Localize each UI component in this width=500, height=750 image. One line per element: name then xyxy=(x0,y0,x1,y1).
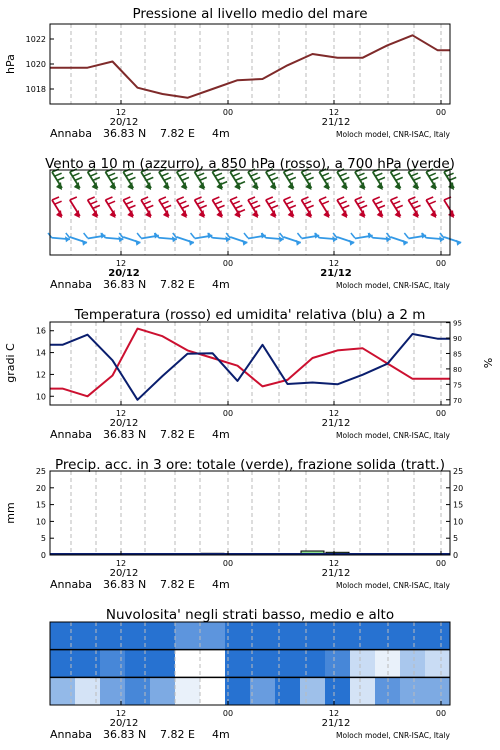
wind-barb-feather xyxy=(355,197,362,200)
wind-barb-head xyxy=(296,240,301,246)
wind-barb-feather xyxy=(197,201,204,204)
wind-barb-head xyxy=(242,240,247,246)
model-credit: Moloch model, CNR-ISAC, Italy xyxy=(336,130,450,139)
cloud-cell xyxy=(100,650,126,678)
location-lon: 7.82 E xyxy=(160,428,195,441)
cloud-cell xyxy=(425,622,451,650)
wind-barb-feather xyxy=(72,173,79,176)
panel-title: Temperatura (rosso) ed umidita' relativa (blu) a 2 m xyxy=(74,307,426,323)
wind-barb-1 xyxy=(355,197,367,218)
y-tick-label-right: 15 xyxy=(453,500,464,510)
cloud-cell xyxy=(50,622,76,650)
location-lon: 7.82 E xyxy=(160,278,195,291)
cloud-cell xyxy=(125,622,151,650)
y-tick-label: 14 xyxy=(35,348,46,358)
panel-title: Nuvolosita' negli strati basso, medio e alto xyxy=(105,607,395,623)
wind-barb-feather xyxy=(289,205,296,208)
wind-barb-head xyxy=(82,240,87,246)
wind-barb-1 xyxy=(52,197,62,218)
wind-barb-0 xyxy=(248,169,260,190)
wind-barb-feather xyxy=(126,201,133,204)
location-name: Annaba xyxy=(50,127,92,140)
cloud-cell xyxy=(250,677,276,705)
cloud-cell xyxy=(350,677,376,705)
y-tick-label: 0 xyxy=(40,551,46,560)
x-tick-label: 12 xyxy=(115,409,127,418)
cloud-cell xyxy=(50,650,76,678)
wind-barb-1 xyxy=(337,197,349,218)
wind-barb-feather xyxy=(342,177,349,180)
wind-barb-feather xyxy=(340,201,347,204)
wind-barb-feather xyxy=(253,177,260,180)
wind-barb-head xyxy=(189,240,194,246)
wind-barb-feather xyxy=(396,205,403,208)
wind-barb-1 xyxy=(266,197,278,218)
wind-barb-feather xyxy=(429,173,436,176)
location-lat: 36.83 N xyxy=(103,127,147,140)
x-date-label: 20/12 xyxy=(109,418,139,429)
wind-barb-feather xyxy=(90,173,97,176)
wind-barb-feather xyxy=(230,197,237,200)
wind-barb-feather xyxy=(162,173,169,176)
wind-barb-feather xyxy=(340,173,347,176)
pressure-series-line xyxy=(50,35,450,98)
wind-barb-feather xyxy=(235,177,242,180)
wind-barb-feather xyxy=(301,197,308,200)
wind-barb-feather xyxy=(111,177,118,180)
x-tick-label: 12 xyxy=(115,559,127,568)
cloud-cell xyxy=(225,622,251,650)
location-lon: 7.82 E xyxy=(160,578,195,591)
wind-barb-0 xyxy=(284,169,296,190)
wind-barb-feather xyxy=(108,173,115,176)
y-tick-label-right: 75 xyxy=(453,381,462,390)
wind-barb-feather xyxy=(233,201,240,204)
cloud-cell xyxy=(75,650,101,678)
y-tick-label-right: 95 xyxy=(453,319,462,328)
wind-barb-feather xyxy=(284,197,291,200)
wind-barb-feather xyxy=(297,233,301,238)
wind-barb-1 xyxy=(123,197,135,218)
location-lon: 7.82 E xyxy=(160,728,195,741)
wind-barb-feather xyxy=(215,173,222,176)
wind-barb-feather xyxy=(426,197,433,200)
cloud-cell xyxy=(300,622,326,650)
cloud-cell xyxy=(350,650,376,678)
cloud-cell xyxy=(50,677,76,705)
wind-barb-1 xyxy=(444,197,454,218)
cloud-cell xyxy=(300,650,326,678)
wind-barb-feather xyxy=(324,177,331,180)
wind-barb-feather xyxy=(55,173,62,176)
wind-barb-0 xyxy=(105,169,117,190)
x-tick-label: 12 xyxy=(115,709,127,718)
location-lat: 36.83 N xyxy=(103,728,147,741)
x-date-label: 20/12 xyxy=(108,268,140,279)
wind-barb-feather xyxy=(159,197,166,200)
wind-barb-0 xyxy=(230,169,245,190)
wind-barb-feather xyxy=(393,201,400,204)
y-axis-label: hPa xyxy=(4,54,17,74)
cloud-cell xyxy=(175,622,201,650)
wind-barb-1 xyxy=(319,197,329,218)
wind-barb-1 xyxy=(177,197,189,218)
wind-barb-feather xyxy=(429,201,436,204)
wind-barb-feather xyxy=(266,197,273,200)
wind-barb-0 xyxy=(177,169,189,190)
location-lat: 36.83 N xyxy=(103,428,147,441)
wind-barb-feather xyxy=(322,201,329,204)
wind-barb-feather xyxy=(215,201,222,204)
x-tick-label: 12 xyxy=(328,559,340,568)
y-tick-label-right: 85 xyxy=(453,350,462,359)
wind-barb-feather xyxy=(146,205,153,208)
x-tick-label: 00 xyxy=(435,709,447,718)
wind-barb-feather xyxy=(57,177,64,180)
y-tick-label-right: 10 xyxy=(453,517,464,527)
y-tick-label: 1018 xyxy=(25,85,46,94)
wind-barb-0 xyxy=(373,169,385,190)
wind-barb-0 xyxy=(301,169,313,190)
cloud-cell xyxy=(425,650,451,678)
wind-barb-1 xyxy=(284,197,296,218)
location-name: Annaba xyxy=(50,278,92,291)
wind-barb-feather xyxy=(179,173,186,176)
wind-barb-feather xyxy=(200,177,207,180)
y-axis-label: mm xyxy=(4,502,17,524)
x-date-label: 21/12 xyxy=(320,268,352,279)
wind-barb-feather xyxy=(128,205,135,208)
wind-barb-feather xyxy=(137,233,141,238)
x-date-label: 20/12 xyxy=(109,117,139,128)
wind-barb-1 xyxy=(141,197,153,218)
wind-barb-feather xyxy=(358,173,365,176)
x-tick-label: 12 xyxy=(328,259,340,268)
wind-barb-feather xyxy=(373,197,380,200)
y-tick-label: 10 xyxy=(35,517,46,527)
wind-barb-feather xyxy=(179,201,186,204)
wind-barb-feather xyxy=(268,173,275,176)
location-elev: 4m xyxy=(212,728,230,741)
cloud-cell xyxy=(75,622,101,650)
x-tick-label: 12 xyxy=(115,108,127,117)
wind-barb-feather xyxy=(128,177,135,180)
wind-barb-feather xyxy=(391,197,398,200)
wind-barb-feather xyxy=(197,173,204,176)
wind-barb-0 xyxy=(337,169,349,190)
cloud-cell xyxy=(250,622,276,650)
wind-barb-feather xyxy=(55,201,62,204)
wind-barb-feather xyxy=(342,205,349,208)
wind-barb-feather xyxy=(307,205,314,208)
location-lat: 36.83 N xyxy=(103,278,147,291)
y-tick-label: 20 xyxy=(35,483,46,493)
panel-title: Vento a 10 m (azzurro), a 850 hPa (rosso), a 700 hPa (verde) xyxy=(45,156,455,172)
x-date-label: 21/12 xyxy=(321,568,351,579)
location-elev: 4m xyxy=(212,127,230,140)
wind-barb-feather xyxy=(337,197,344,200)
wind-barb-0 xyxy=(212,169,227,190)
wind-barb-0 xyxy=(319,169,331,190)
wind-barb-feather xyxy=(200,205,207,208)
wind-barb-feather xyxy=(52,197,59,200)
wind-barb-1 xyxy=(373,197,385,218)
wind-barb-feather xyxy=(289,177,296,180)
wind-barb-head xyxy=(349,240,354,246)
wind-barb-1 xyxy=(195,197,207,218)
y-tick-label-right: 90 xyxy=(453,335,462,344)
wind-barb-0 xyxy=(159,169,171,190)
x-date-label: 20/12 xyxy=(109,568,139,579)
x-tick-label: 12 xyxy=(115,259,127,268)
x-tick-label: 00 xyxy=(435,559,447,568)
wind-barb-feather xyxy=(191,233,195,238)
y-axis-label: gradi C xyxy=(4,343,17,383)
x-date-label: 20/12 xyxy=(109,718,139,729)
wind-barb-feather xyxy=(108,201,115,204)
cloud-cell xyxy=(150,677,176,705)
cloud-cell xyxy=(200,622,226,650)
wind-barb-feather xyxy=(123,197,130,200)
wind-barb-feather xyxy=(90,201,97,204)
y-tick-label: 1020 xyxy=(25,60,46,69)
wind-barb-feather xyxy=(218,205,225,208)
wind-barb-1 xyxy=(159,197,171,218)
model-credit: Moloch model, CNR-ISAC, Italy xyxy=(336,731,450,740)
wind-barb-feather xyxy=(253,205,260,208)
wind-barb-feather xyxy=(268,201,275,204)
wind-barb-1 xyxy=(230,197,245,218)
cloud-cell xyxy=(425,677,451,705)
wind-barb-feather xyxy=(319,197,326,200)
wind-barb-1 xyxy=(301,197,313,218)
y-tick-label: 15 xyxy=(35,500,46,510)
cloud-cell xyxy=(225,677,251,705)
wind-barb-feather xyxy=(182,205,189,208)
y-axis-label-right: % xyxy=(482,357,495,369)
x-tick-label: 00 xyxy=(435,409,447,418)
model-credit: Moloch model, CNR-ISAC, Italy xyxy=(336,581,450,590)
y-tick-label-right: 25 xyxy=(453,467,464,476)
wind-barb-feather xyxy=(378,177,385,180)
wind-barb-1 xyxy=(212,197,224,218)
y-tick-label-right: 5 xyxy=(453,534,459,544)
wind-barb-0 xyxy=(426,169,438,190)
x-tick-label: 00 xyxy=(222,108,234,117)
wind-barb-feather xyxy=(414,177,421,180)
y-tick-label-right: 70 xyxy=(453,396,462,405)
location-name: Annaba xyxy=(50,428,92,441)
location-lon: 7.82 E xyxy=(160,127,195,140)
wind-barb-feather xyxy=(235,205,242,208)
cloud-cell xyxy=(300,677,326,705)
cloud-cell xyxy=(250,650,276,678)
wind-barb-1 xyxy=(248,197,260,218)
x-tick-label: 12 xyxy=(328,108,340,117)
wind-barb-feather xyxy=(88,197,95,200)
x-tick-label: 12 xyxy=(328,709,340,718)
wind-barb-head xyxy=(456,240,461,246)
cloud-cell xyxy=(125,677,151,705)
location-lat: 36.83 N xyxy=(103,578,147,591)
wind-barb-feather xyxy=(177,197,184,200)
x-tick-label: 00 xyxy=(222,259,234,268)
y-tick-label: 1022 xyxy=(25,35,46,44)
wind-barb-feather xyxy=(404,233,408,238)
wind-barb-feather xyxy=(304,173,311,176)
wind-barb-head xyxy=(135,240,140,246)
cloud-cell xyxy=(325,650,351,678)
x-tick-label: 12 xyxy=(328,409,340,418)
wind-barb-0 xyxy=(391,169,403,190)
wind-barb-0 xyxy=(70,169,82,190)
cloud-cell xyxy=(400,677,426,705)
wind-barb-feather xyxy=(286,201,293,204)
y-tick-label: 10 xyxy=(35,392,46,402)
cloud-cell xyxy=(150,622,176,650)
wind-barb-0 xyxy=(123,169,135,190)
cloud-cell xyxy=(325,677,351,705)
humidity-series-line xyxy=(50,334,450,400)
cloud-cell xyxy=(200,650,226,678)
panel-title: Precip. acc. in 3 ore: totale (verde), frazione solida (tratt.) xyxy=(55,457,445,473)
wind-barb-feather xyxy=(322,173,329,176)
wind-barb-feather xyxy=(146,177,153,180)
wind-barb-feather xyxy=(360,177,367,180)
y-tick-label: 25 xyxy=(35,467,46,476)
wind-barb-feather xyxy=(304,201,311,204)
cloud-cell xyxy=(175,650,201,678)
location-elev: 4m xyxy=(212,578,230,591)
panel-title: Pressione al livello medio del mare xyxy=(132,6,368,22)
cloud-cell xyxy=(225,650,251,678)
cloud-cell xyxy=(200,677,226,705)
wind-barb-feather xyxy=(351,233,355,238)
x-tick-label: 00 xyxy=(435,259,447,268)
location-elev: 4m xyxy=(212,278,230,291)
plot-frame xyxy=(50,170,450,255)
cloud-cell xyxy=(150,650,176,678)
y-tick-label: 5 xyxy=(40,534,46,544)
cloud-cell xyxy=(125,650,151,678)
x-date-label: 21/12 xyxy=(321,718,351,729)
x-tick-label: 00 xyxy=(435,108,447,117)
cloud-cell xyxy=(75,677,101,705)
wind-barb-feather xyxy=(105,197,112,200)
y-tick-label: 16 xyxy=(35,326,46,336)
wind-barb-feather xyxy=(126,173,133,176)
cloud-cell xyxy=(100,622,126,650)
wind-barb-feather xyxy=(375,201,382,204)
x-tick-label: 00 xyxy=(222,709,234,718)
plot-frame xyxy=(50,471,450,555)
wind-barb-feather xyxy=(358,201,365,204)
location-name: Annaba xyxy=(50,728,92,741)
wind-barb-feather xyxy=(218,177,225,180)
wind-barb-feather xyxy=(431,177,438,180)
wind-barb-feather xyxy=(396,177,403,180)
cloud-cell xyxy=(175,677,201,705)
x-date-label: 21/12 xyxy=(321,117,351,128)
wind-barb-feather xyxy=(75,177,82,180)
cloud-cell xyxy=(400,650,426,678)
wind-barb-1 xyxy=(105,197,115,218)
model-credit: Moloch model, CNR-ISAC, Italy xyxy=(336,281,450,290)
wind-barb-feather xyxy=(164,205,171,208)
wind-barb-feather xyxy=(307,177,314,180)
wind-barb-1 xyxy=(391,197,403,218)
x-date-label: 21/12 xyxy=(321,418,351,429)
wind-barb-0 xyxy=(195,169,207,190)
wind-barb-feather xyxy=(271,177,278,180)
wind-barb-feather xyxy=(360,205,367,208)
wind-barb-feather xyxy=(182,177,189,180)
wind-barb-0 xyxy=(266,169,278,190)
wind-barb-0 xyxy=(88,169,100,190)
wind-barb-feather xyxy=(212,197,219,200)
cloud-cell xyxy=(350,622,376,650)
wind-barb-feather xyxy=(164,177,171,180)
model-credit: Moloch model, CNR-ISAC, Italy xyxy=(336,431,450,440)
wind-barb-feather xyxy=(84,233,88,238)
location-name: Annaba xyxy=(50,578,92,591)
wind-barb-feather xyxy=(271,205,278,208)
wind-barb-0 xyxy=(141,169,153,190)
y-tick-label-right: 80 xyxy=(453,365,462,374)
y-tick-label: 12 xyxy=(35,370,46,380)
x-tick-label: 00 xyxy=(222,409,234,418)
wind-barb-feather xyxy=(244,233,248,238)
wind-barb-0 xyxy=(355,169,367,190)
wind-barb-feather xyxy=(378,205,385,208)
wind-barb-feather xyxy=(162,201,169,204)
y-tick-label-right: 20 xyxy=(453,483,464,493)
wind-barb-1 xyxy=(88,197,100,218)
y-tick-label-right: 0 xyxy=(453,551,459,560)
wind-barb-1 xyxy=(426,197,436,218)
wind-barb-head xyxy=(403,240,408,246)
cloud-cell xyxy=(100,677,126,705)
wind-barb-feather xyxy=(375,173,382,176)
x-tick-label: 00 xyxy=(222,559,234,568)
wind-barb-feather xyxy=(393,173,400,176)
cloud-cell xyxy=(325,622,351,650)
wind-barb-feather xyxy=(233,173,240,176)
wind-barb-feather xyxy=(286,173,293,176)
location-elev: 4m xyxy=(212,428,230,441)
plot-frame xyxy=(50,24,450,104)
wind-barb-feather xyxy=(414,205,421,208)
wind-barb-0 xyxy=(52,169,64,190)
cloud-cell xyxy=(400,622,426,650)
